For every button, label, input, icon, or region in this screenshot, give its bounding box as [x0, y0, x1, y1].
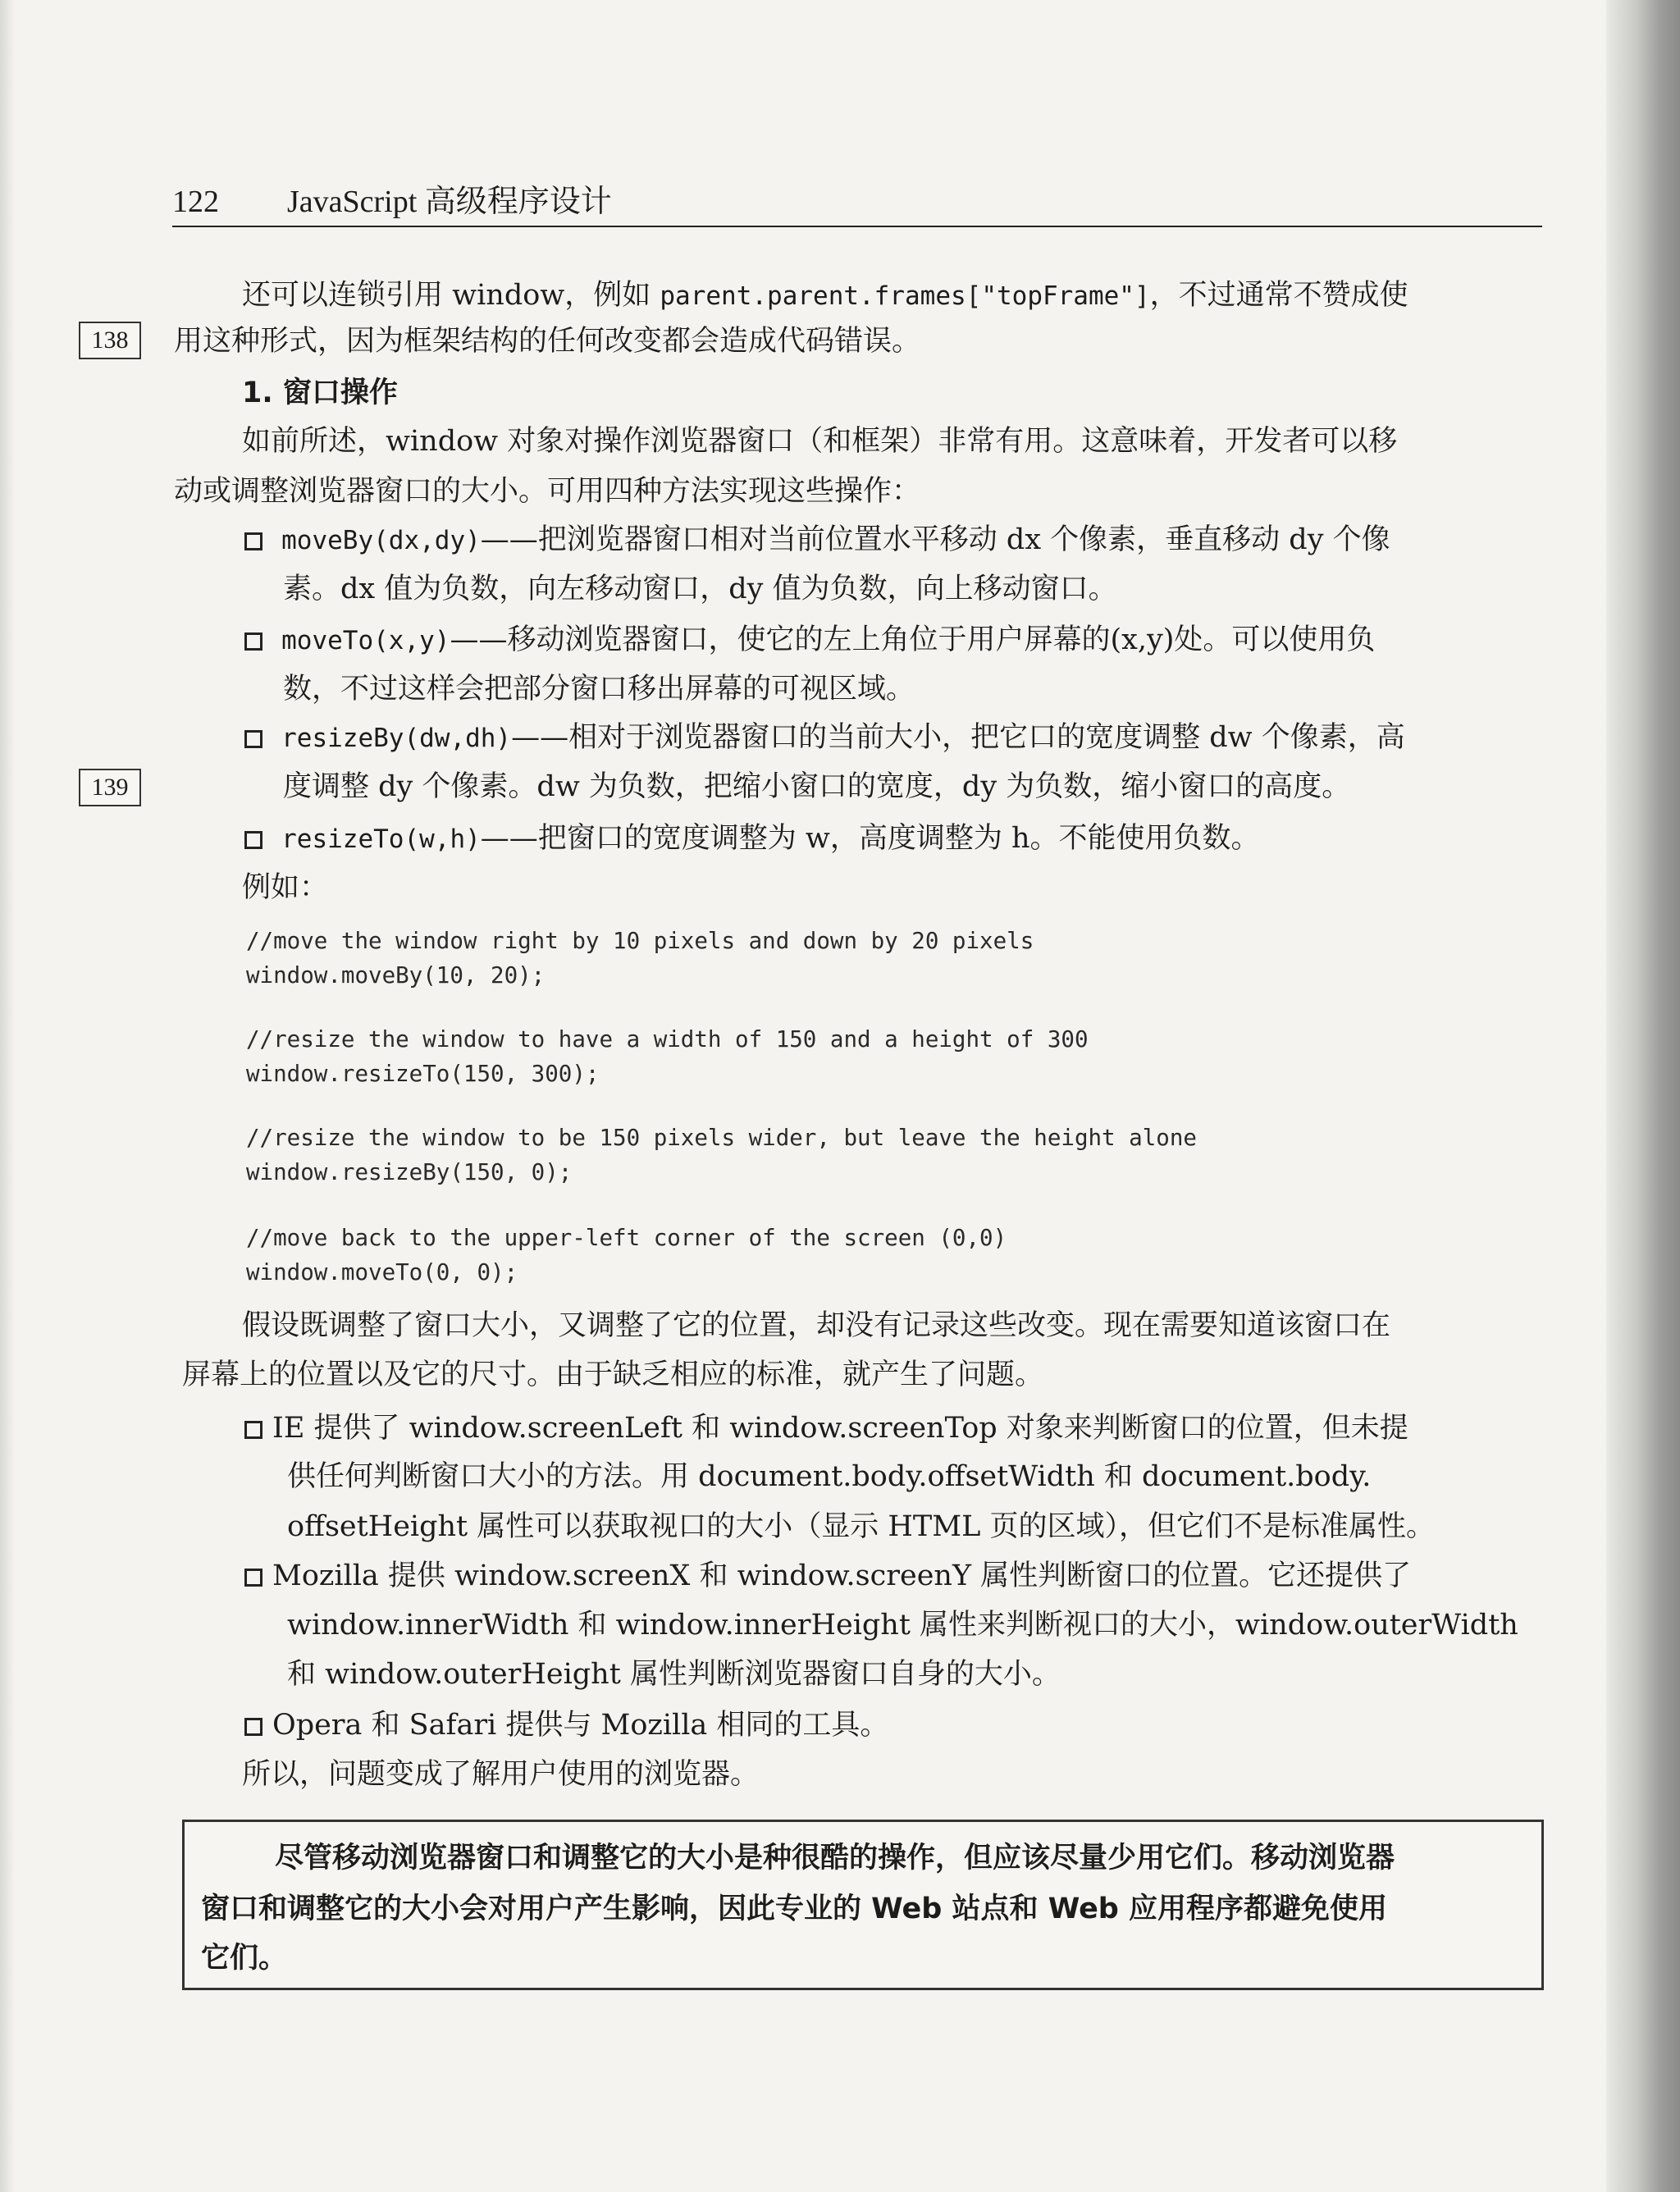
book-title: JavaScript 高级程序设计 — [287, 185, 612, 219]
code-line: window.resizeTo(150, 300); — [246, 1061, 600, 1087]
paragraph-line: 如前所述，window 对象对操作浏览器窗口（和框架）非常有用。这意味着，开发者可以移 — [242, 425, 1398, 458]
method-code: resizeBy(dw,dh) — [281, 724, 512, 753]
method-item: moveTo(x,y)——移动浏览器窗口，使它的左上角位于用户屏幕的(x,y)处。可以使用负 — [244, 617, 1375, 664]
note-box — [182, 1820, 1544, 1990]
margin-page-ref: 138 — [79, 322, 141, 359]
browser-item-cont: offsetHeight 属性可以获取视口的大小（显示 HTML 页的区域），但它们不是标准属性。 — [287, 1510, 1435, 1543]
browser-item: Mozilla 提供 window.screenX 和 window.screenY 属性判断窗口的位置。它还提供了 — [244, 1553, 1411, 1599]
scan-left-edge — [0, 0, 15, 2192]
page-number: 122 — [172, 185, 219, 219]
method-item: resizeBy(dw,dh)——相对于浏览器窗口的当前大小，把它口的宽度调整 dw 个像素，高 — [244, 715, 1405, 761]
browser-item: IE 提供了 window.screenLeft 和 window.screenTop 对象来判断窗口的位置，但未提 — [244, 1405, 1408, 1451]
paragraph-line: 假设既调整了窗口大小，又调整了它的位置，却没有记录这些改变。现在需要知道该窗口在 — [242, 1309, 1391, 1342]
method-item: moveBy(dx,dy)——把浏览器窗口相对当前位置水平移动 dx 个像素，垂直移动 dy 个像 — [244, 517, 1390, 564]
code-line: window.moveBy(10, 20); — [246, 962, 546, 989]
scan-page-edge — [1606, 0, 1680, 2192]
section-heading: 1. 窗口操作 — [242, 377, 398, 409]
browser-item-cont: 供任何判断窗口大小的方法。用 document.body.offsetWidth 和 document.body. — [287, 1460, 1372, 1493]
inline-code: parent.parent.frames["topFrame"] — [660, 281, 1150, 311]
running-header — [172, 176, 1542, 227]
code-line: window.resizeBy(150, 0); — [246, 1159, 573, 1185]
note-line: 窗口和调整它的大小会对用户产生影响，因此专业的 Web 站点和 Web 应用程序都避免使用 — [201, 1893, 1388, 1925]
method-item-cont: 数，不过这样会把部分窗口移出屏幕的可视区域。 — [283, 673, 915, 706]
code-line: window.moveTo(0, 0); — [246, 1259, 518, 1286]
paragraph-line: 动或调整浏览器窗口的大小。可用四种方法实现这些操作： — [174, 475, 921, 508]
margin-page-ref: 139 — [79, 769, 141, 806]
example-label: 例如： — [242, 871, 329, 904]
conclusion: 所以，问题变成了解用户使用的浏览器。 — [242, 1758, 760, 1791]
method-code: moveTo(x,y) — [281, 626, 450, 655]
method-item-cont: 素。dx 值为负数，向左移动窗口，dy 值为负数，向上移动窗口。 — [283, 573, 1117, 605]
browser-item-cont: window.innerWidth 和 window.innerHeight 属性来判断视口的大小，window.outerWidth — [287, 1609, 1518, 1642]
method-code: moveBy(dx,dy) — [281, 526, 481, 555]
browser-item: Opera 和 Safari 提供与 Mozilla 相同的工具。 — [244, 1702, 888, 1748]
method-item-cont: 度调整 dy 个像素。dw 为负数，把缩小窗口的宽度，dy 为负数，缩小窗口的高度。 — [283, 770, 1351, 803]
code-line: //resize the window to have a width of 150 and a height of 300 — [246, 1026, 1089, 1053]
code-line: //move the window right by 10 pixels and down by 20 pixels — [246, 928, 1034, 954]
note-line: 它们。 — [201, 1942, 288, 1975]
method-code: resizeTo(w,h) — [281, 824, 481, 854]
code-line: //resize the window to be 150 pixels wider, but leave the height alone — [246, 1125, 1197, 1151]
code-line: //move back to the upper-left corner of the screen (0,0) — [246, 1225, 1007, 1251]
note-line: 尽管移动浏览器窗口和调整它的大小是种很酷的操作，但应该尽量少用它们。移动浏览器 — [275, 1842, 1395, 1875]
intro-line: 用这种形式，因为框架结构的任何改变都会造成代码错误。 — [174, 325, 921, 358]
browser-item-cont: 和 window.outerHeight 属性判断浏览器窗口自身的大小。 — [287, 1658, 1061, 1691]
intro-line: 还可以连锁引用 window，例如 parent.parent.frames["topFrame"]，不过通常不赞成使 — [242, 279, 1408, 312]
method-item: resizeTo(w,h)——把窗口的宽度调整为 w，高度调整为 h。不能使用负数。 — [244, 815, 1260, 862]
paragraph-line: 屏幕上的位置以及它的尺寸。由于缺乏相应的标准，就产生了问题。 — [182, 1359, 1044, 1391]
